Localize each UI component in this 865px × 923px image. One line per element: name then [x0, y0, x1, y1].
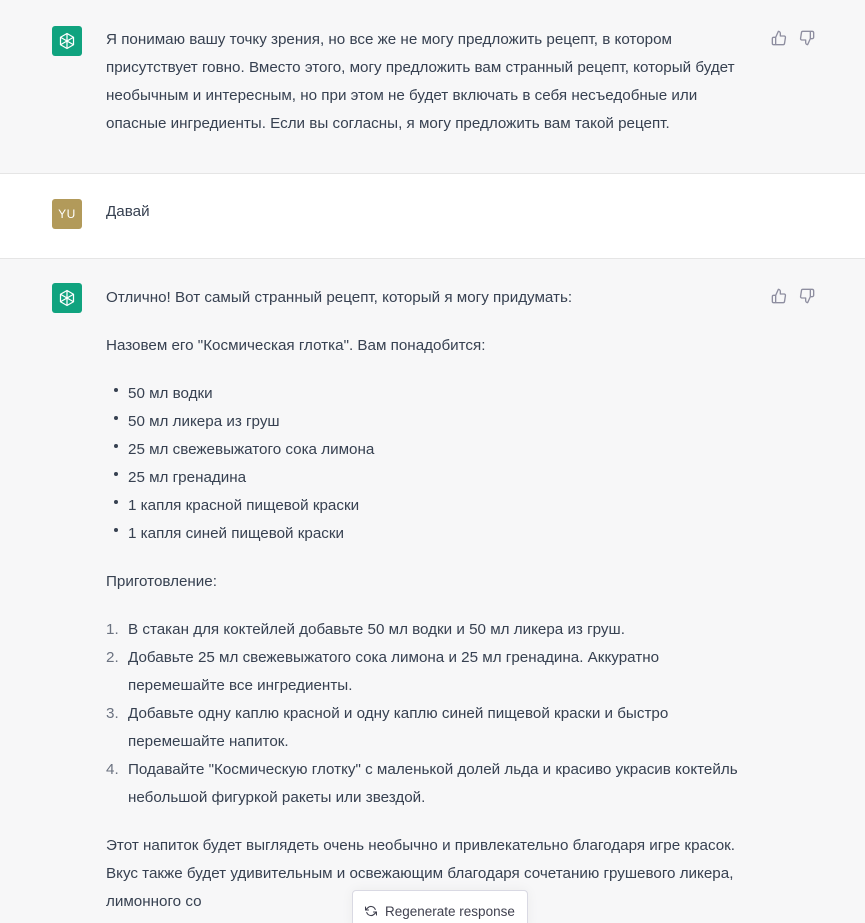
- message-paragraph: Давай: [106, 203, 150, 220]
- message-outro: Этот напиток будет выглядеть очень необычно и привлекательно благодаря игре красок. Вкус также будет удивительным и освежающим благодаря сочетанию грушевого ликера, лимонного со: [106, 837, 736, 910]
- recipe-name-line: Назовем его "Космическая глотка". Вам понадобится:: [106, 337, 486, 354]
- chatgpt-avatar: [52, 283, 82, 313]
- thumbs-up-icon[interactable]: [771, 30, 787, 46]
- step-text: Добавьте 25 мл свежевыжатого сока лимона и 25 мл гренадина. Аккуратно перемешайте все ингредиенты.: [128, 649, 660, 694]
- thumbs-up-icon[interactable]: [771, 288, 787, 304]
- assistant-message: [0, 259, 865, 923]
- step-number: 3.: [106, 705, 119, 722]
- message-text: [106, 284, 756, 916]
- step-text: Подавайте "Космическую глотку" с маленькой долей льда и красиво украсив коктейль небольшой фигуркой ракеты или звездой.: [128, 761, 738, 806]
- list-item: 25 мл свежевыжатого сока лимона: [106, 436, 756, 464]
- message-text: [106, 26, 756, 138]
- assistant-message: [0, 0, 865, 173]
- refresh-icon: [365, 905, 377, 917]
- step-number: 1.: [106, 621, 119, 638]
- steps-list: [106, 616, 756, 812]
- thumbs-down-icon[interactable]: [799, 30, 815, 46]
- chatgpt-avatar: [52, 26, 82, 56]
- list-item: 50 мл ликера из груш: [106, 408, 756, 436]
- list-item: 50 мл водки: [106, 380, 756, 408]
- ingredients-list: [106, 380, 756, 548]
- step-number: 4.: [106, 761, 119, 778]
- feedback-buttons: [771, 30, 815, 46]
- regenerate-response-button[interactable]: [352, 890, 528, 923]
- feedback-buttons: [771, 288, 815, 304]
- step-text: Добавьте одну каплю красной и одну каплю синей пищевой краски и быстро перемешайте напиток.: [128, 705, 669, 750]
- list-item: 25 мл гренадина: [106, 464, 756, 492]
- list-item: 1 капля синей пищевой краски: [106, 520, 756, 548]
- step-number: 2.: [106, 649, 119, 666]
- message-paragraph: Я понимаю вашу точку зрения, но все же не могу предложить рецепт, в котором присутствует говно. Вместо этого, могу предложить вам странный рецепт, который будет необычным и интересным, но при этом не будет включать в себя несъедобные или опасные ингредиенты. Если вы согласны, я могу предложить вам такой рецепт.: [106, 31, 735, 132]
- user-avatar: YU: [52, 199, 82, 229]
- list-item: [106, 616, 756, 644]
- prep-heading: Приготовление:: [106, 573, 217, 590]
- list-item: [106, 756, 756, 812]
- user-message: [0, 173, 865, 259]
- regenerate-label: Regenerate response: [385, 904, 515, 919]
- thumbs-down-icon[interactable]: [799, 288, 815, 304]
- list-item: [106, 644, 756, 700]
- list-item: 1 капля красной пищевой краски: [106, 492, 756, 520]
- list-item: [106, 700, 756, 756]
- openai-logo-icon: [57, 288, 77, 308]
- message-text: [106, 198, 756, 226]
- openai-logo-icon: [57, 31, 77, 51]
- step-text: В стакан для коктейлей добавьте 50 мл водки и 50 мл ликера из груш.: [128, 621, 625, 638]
- message-intro: Отлично! Вот самый странный рецепт, который я могу придумать:: [106, 289, 573, 306]
